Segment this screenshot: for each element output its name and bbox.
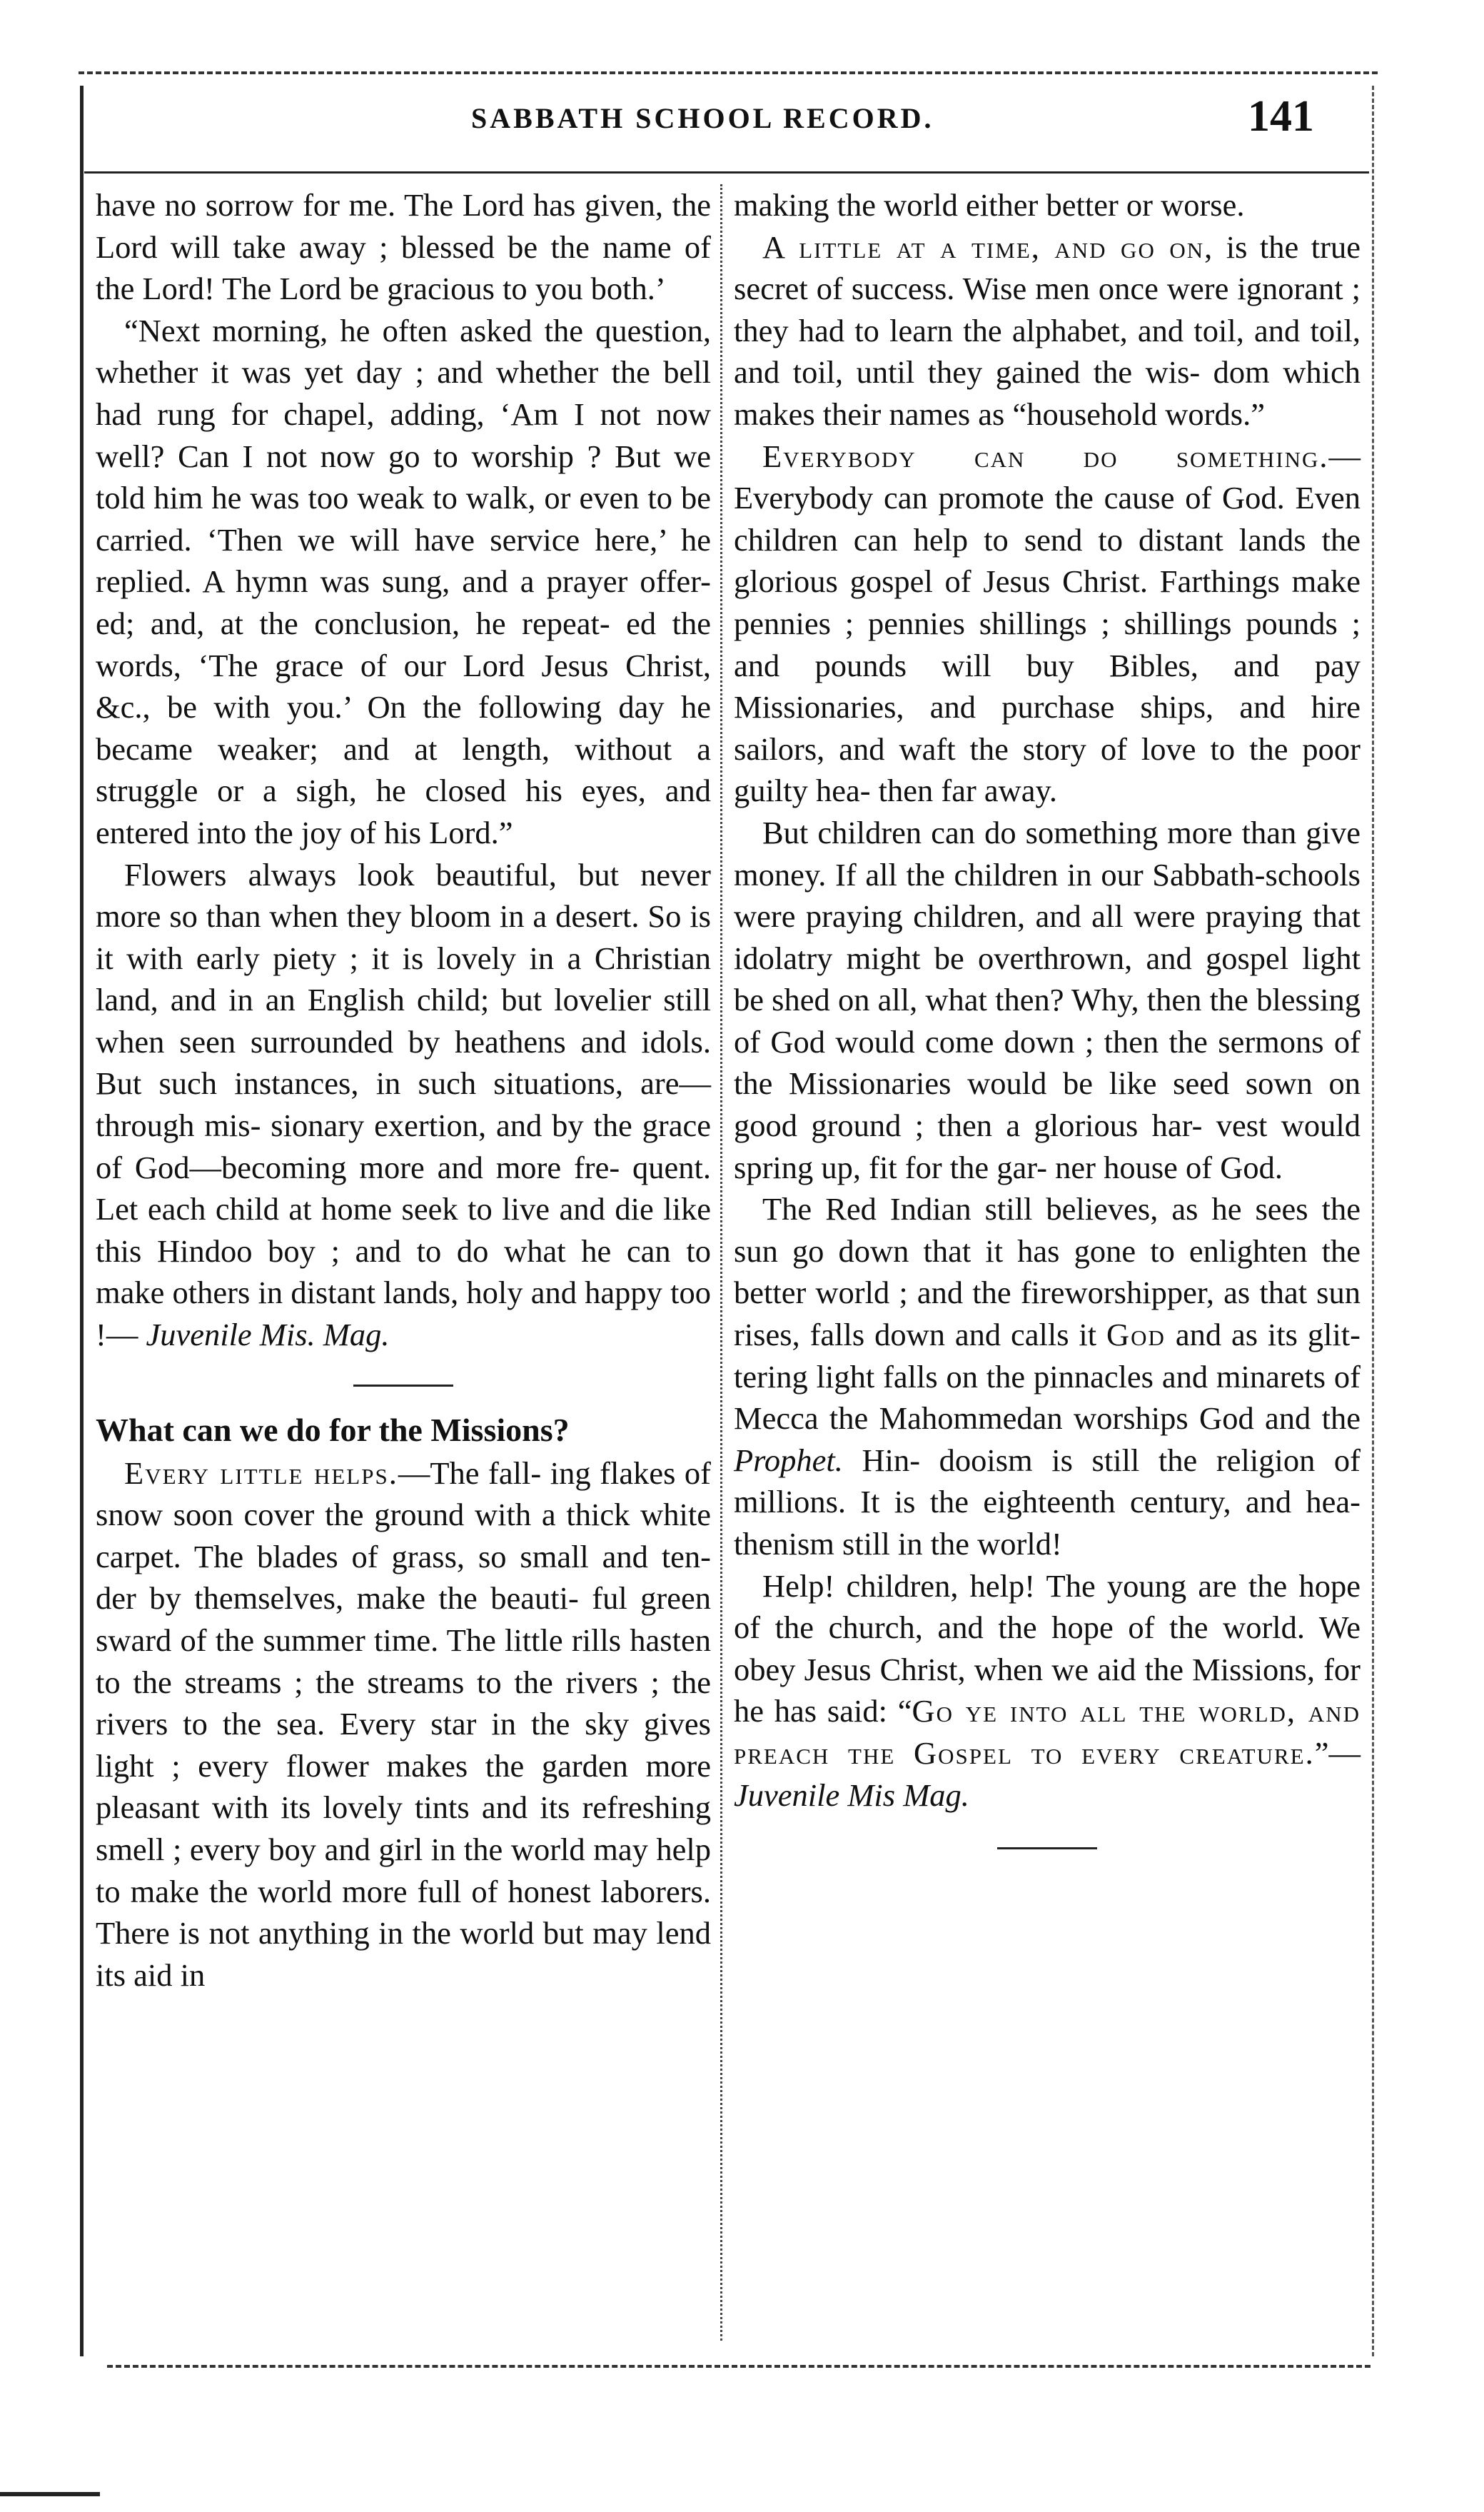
source-signature: Juvenile Mis Mag. xyxy=(734,1777,969,1813)
paragraph: “Next morning, he often asked the question, whether it was yet day ; and whether the bell had rung for chapel, adding, ‘Am I not now well? Can I not now go to worship ? But we told him he was too weak to walk, or even to be carried. ‘Then we will have service here,’ he replied. A hymn was sung, and a prayer offer- ed; and, at the conclusion, he repeat- ed the words, ‘The grace of our Lord Jesus Christ, &c., be with you.’ On the following day he became weaker; and at length, without a struggle or a sigh, he closed his eyes, and entered into the joy of his Lord.” xyxy=(96,312,711,850)
paragraph xyxy=(734,1565,1361,1817)
source-signature: Juvenile Mis. Mag. xyxy=(146,1317,390,1353)
scripture-quote: Go ye into all the world, and preach the Gospel to every creature. xyxy=(734,1693,1361,1771)
paragraph-text: Hin- dooism is still the religion of millions. It is the eighteenth century, and hea- thenism still in the world! xyxy=(734,1442,1361,1562)
small-caps-word: God xyxy=(1106,1317,1166,1353)
paragraph: But children can do something more than give money. If all the children in our Sabbath-schools were praying children, and all were praying that idolatry might be overthrown, and gospel light be shed on all, what then? Why, then the blessing of God would come down ; then the sermons of the Missionaries would be like seed sown on good ground ; then a glorious har- vest would spring up, fit for the gar- ner house of God. xyxy=(734,814,1361,1185)
page-number: 141 xyxy=(1248,92,1314,141)
paragraph-lead: Every little helps. xyxy=(124,1455,398,1491)
right-column xyxy=(734,184,1361,1849)
paragraph-text: is the true secret of success. Wise men once were ignorant ; they had to learn the alphabet, and toil, and toil, and toil, until they gained the wis- dom which makes their names as “household words.” xyxy=(734,228,1361,432)
header-rule xyxy=(84,171,1369,174)
scan-edge-mark xyxy=(0,2492,100,2496)
paragraph xyxy=(734,226,1361,436)
paragraph xyxy=(734,1188,1361,1564)
paragraph xyxy=(734,436,1361,812)
running-head: SABBATH SCHOOL RECORD. xyxy=(471,102,934,134)
end-divider xyxy=(997,1847,1097,1849)
paragraph xyxy=(96,1452,711,1996)
paragraph-text: Help! children, help! The young are the hope of the church, and the hope of the world. We obey Jesus Christ, when we aid the Missions, for he has said: “ xyxy=(734,1567,1361,1729)
left-column xyxy=(96,184,711,1996)
paragraph xyxy=(96,854,711,1356)
paragraph: making the world either better or worse. xyxy=(734,187,1245,223)
section-divider xyxy=(353,1385,453,1387)
paragraph-text: — Everybody can promote the cause of God. Even children can help to send to distant lands the glorious gospel of Jesus Christ. Farthings make pennies ; pennies shillings ; shillings pounds ; and pounds will buy Bibles, and pay Missionaries, and purchase ships, and hire sailors, and waft the story of love to the poor guilty hea- then far away. xyxy=(734,438,1361,809)
paragraph-text: The Red Indian still believes, as he sees the sun go down that it has gone to enlighten the better world ; and the fireworshipper, as that sun rises, falls down and calls it xyxy=(734,1191,1361,1353)
section-heading: What can we do for the Missions? xyxy=(96,1411,570,1448)
left-border-line xyxy=(80,86,84,2356)
paragraph-text: —The fall- ing flakes of snow soon cover the ground with a thick white carpet. The blades of grass, so small and ten- der by themselves, make the beauti- ful green sward of the summer time. The little rills hasten to the streams ; the streams to the rivers ; the rivers to the sea. Every star in the sky gives light ; every flower makes the garden more pleasant with its lovely tints and its refreshing smell ; every boy and girl in the world may help to make the world more full of honest laborers. There is not anything in the world but may lend its aid in xyxy=(96,1455,711,1993)
paragraph-text: and as its glit- tering light falls on the pinnacles and minarets of Mecca the Mahommedan worships God and the xyxy=(734,1317,1361,1437)
column-divider xyxy=(720,184,722,2341)
italic-word: Prophet. xyxy=(734,1442,843,1478)
paragraph-text: ”— xyxy=(1314,1734,1361,1771)
paragraph-lead: Everybody can do something. xyxy=(762,438,1329,474)
right-border-line xyxy=(1372,86,1374,2356)
paragraph-lead: A little at a time, and go on, xyxy=(762,228,1214,265)
top-border-line xyxy=(79,71,1378,74)
bottom-border-line xyxy=(107,2365,1371,2368)
paragraph: have no sorrow for me. The Lord has given, the Lord will take away ; blessed be the name of the Lord! The Lord be gracious to you both.’ xyxy=(96,187,711,307)
paragraph-text: Flowers always look beautiful, but never more so than when they bloom in a desert. So is it with early piety ; it is lovely in a Christian land, and in an English child; but lovelier still when seen surrounded by heathens and idols. But such instances, in such situations, are—through mis- sionary exertion, and by the grace of God—becoming more and more fre- quent. Let each child at home seek to live and die like this Hindoo boy ; and to do what he can to make others in distant lands, holy and happy too !— xyxy=(96,856,711,1353)
